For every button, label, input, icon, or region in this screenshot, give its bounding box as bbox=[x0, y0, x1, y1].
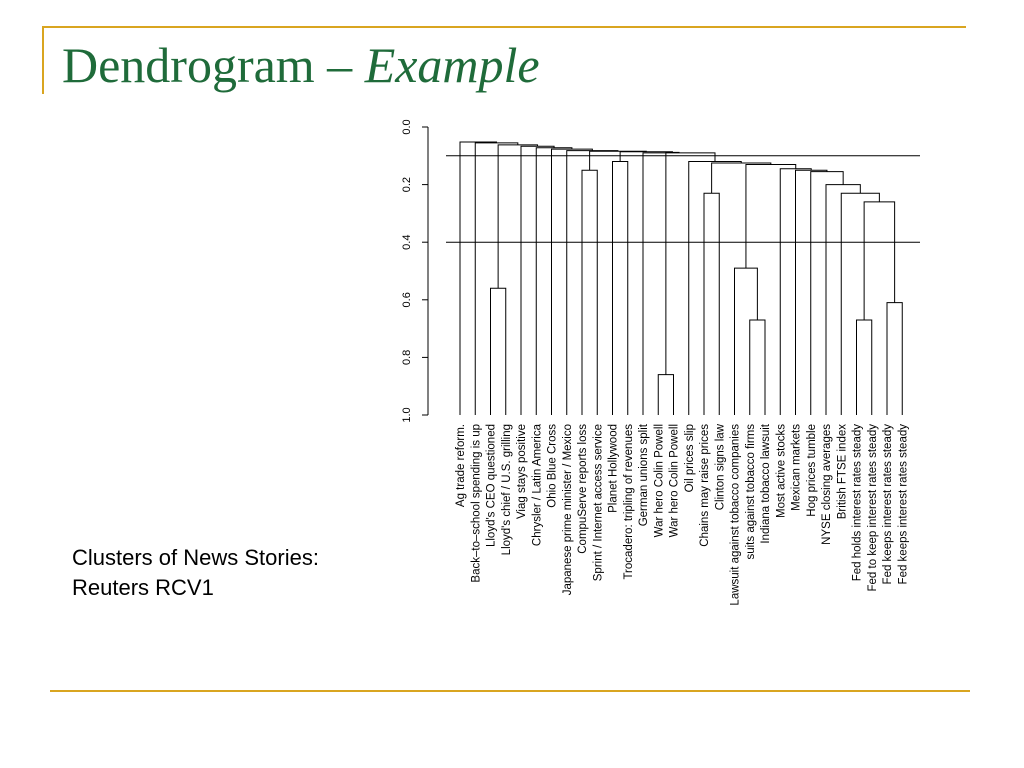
leaf-label-29: Fed keeps interest rates steady bbox=[897, 424, 910, 585]
dendrogram-link-22 bbox=[567, 151, 618, 415]
caption-line-1: Clusters of News Stories: bbox=[72, 545, 319, 570]
leaf-label-24: NYSE closing averages bbox=[821, 424, 833, 545]
leaf-label-7: Japanese prime minister / Mexico bbox=[561, 424, 574, 596]
leaf-label-26: Fed holds interest rates steady bbox=[851, 424, 864, 582]
leaf-label-17: Clinton signs law bbox=[714, 424, 727, 511]
leaf-label-2: Lloyd's CEO questioned bbox=[485, 424, 498, 548]
leaf-label-22: Mexican markets bbox=[790, 424, 803, 511]
leaf-label-15: Oil prices slip bbox=[683, 424, 696, 493]
leaf-label-9: Sprint / Internet access service bbox=[592, 424, 605, 582]
leaf-label-20: Indiana tobacco lawsuit bbox=[760, 424, 772, 544]
dendrogram-link-0 bbox=[491, 288, 506, 415]
leaf-label-1: Back–to–school spending is up bbox=[470, 424, 483, 583]
caption-line-2: Reuters RCV1 bbox=[72, 575, 214, 600]
leaf-label-18: Lawsuit against tobacco companies bbox=[729, 424, 742, 606]
dendrogram-link-25 bbox=[521, 146, 554, 415]
dendrogram-link-2 bbox=[613, 162, 628, 415]
dendrogram-link-12 bbox=[811, 172, 843, 415]
dendrogram-link-6 bbox=[735, 268, 758, 415]
y-axis bbox=[401, 119, 428, 422]
leaf-label-4: Viag stays positive bbox=[516, 424, 528, 520]
leaf-label-28: Fed keeps interest rates steady bbox=[882, 424, 894, 585]
y-tick-label-1: 0.2 bbox=[401, 176, 413, 193]
y-tick-label-4: 0.8 bbox=[401, 349, 413, 366]
dendrogram-link-23 bbox=[552, 149, 593, 415]
dendrogram-link-3 bbox=[658, 375, 673, 415]
dendrogram-link-27 bbox=[475, 143, 518, 415]
leaf-label-21: Most active stocks bbox=[775, 424, 788, 518]
leaf-label-10: Planet Hollywood bbox=[607, 424, 620, 513]
dendrogram-link-1 bbox=[582, 170, 597, 415]
dendrogram-link-26 bbox=[498, 145, 537, 288]
leaf-label-25: British FTSE index bbox=[836, 424, 849, 520]
dendrogram-link-15 bbox=[746, 164, 796, 268]
leaf-labels bbox=[455, 423, 909, 605]
dendrogram-link-4 bbox=[704, 193, 719, 415]
leaf-label-11: Trocadero: tripling of revenues bbox=[622, 424, 635, 580]
leaf-label-14: War hero Colin Powell bbox=[668, 424, 681, 538]
leaf-label-23: Hog prices tumble bbox=[805, 424, 818, 517]
dendrogram-link-17 bbox=[689, 162, 741, 415]
leaf-label-13: War hero Colin Powell bbox=[653, 424, 666, 538]
dendrogram-link-16 bbox=[712, 163, 771, 193]
leaf-label-0: Ag trade reform. bbox=[455, 424, 467, 508]
dendrogram-link-21 bbox=[590, 151, 647, 170]
leaf-label-19: suits against tobacco firms bbox=[744, 424, 757, 560]
y-tick-label-5: 1.0 bbox=[401, 407, 413, 423]
leaf-label-6: Ohio Blue Cross bbox=[546, 424, 559, 508]
leaf-label-5: Chrysler / Latin America bbox=[531, 424, 544, 547]
title-main: Dendrogram – bbox=[62, 37, 365, 93]
leaf-label-27: Fed to keep interest rates steady bbox=[866, 424, 879, 592]
dendrogram-link-10 bbox=[841, 193, 879, 415]
dendrogram-link-28 bbox=[460, 142, 497, 415]
dendrogram-link-5 bbox=[750, 320, 765, 415]
y-tick-label-2: 0.4 bbox=[401, 234, 413, 250]
leaf-label-16: Chains may raise prices bbox=[699, 424, 711, 547]
leaf-label-12: German unions split bbox=[638, 424, 650, 527]
leaf-label-8: CompuServe reports loss bbox=[577, 424, 589, 554]
leaf-label-3: Lloyd's chief / U.S. grilling bbox=[500, 424, 513, 556]
title-emphasis: Example bbox=[364, 37, 540, 93]
dendrogram-link-8 bbox=[887, 303, 902, 415]
dendrogram-link-11 bbox=[826, 185, 860, 415]
dendrogram-link-19 bbox=[666, 152, 679, 374]
dendrogram-link-7 bbox=[857, 320, 872, 415]
y-tick-label-3: 0.6 bbox=[401, 292, 413, 308]
dendrogram-links bbox=[460, 142, 902, 415]
cut-lines bbox=[446, 156, 920, 242]
y-tick-label-0: 0.0 bbox=[401, 119, 413, 135]
